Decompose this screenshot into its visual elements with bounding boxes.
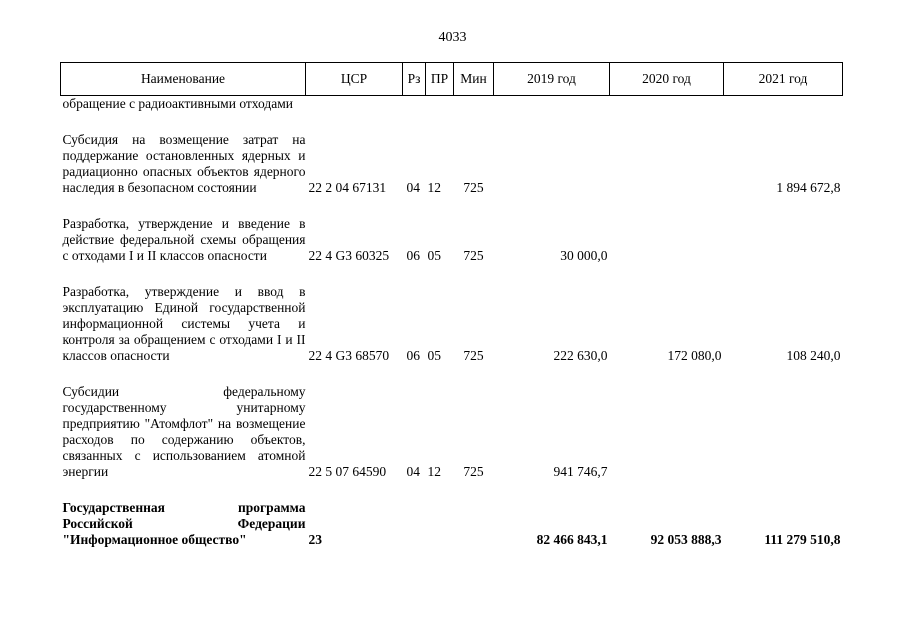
- row-2021: 111 279 510,8: [764, 532, 841, 547]
- row-rz: 04: [406, 464, 420, 479]
- row-2021: [724, 96, 843, 113]
- header-2020: 2020 год: [610, 63, 724, 96]
- row-csr: [306, 96, 403, 113]
- row-min: [454, 500, 494, 548]
- row-2021: 1 894 672,8: [776, 180, 841, 195]
- row-2019: 82 466 843,1: [536, 532, 608, 547]
- row-2020: [610, 384, 724, 480]
- row-name: Разработка, утверждение и ввод в эксплуатацию Единой государственной информационной системы учета и контроля за обращением с отходами I и II классов опасности: [62, 284, 306, 363]
- row-2020: 92 053 888,3: [650, 532, 722, 547]
- header-2019: 2019 год: [494, 63, 610, 96]
- row-name: Субсидия на возмещение затрат на поддержание остановленных ядерных и радиационно опасных объектов ядерного наследия в безопасном состоянии: [62, 132, 306, 195]
- row-csr: 22 5 07 64590: [308, 464, 387, 479]
- row-min: 725: [463, 464, 484, 479]
- row-2019: 941 746,7: [553, 464, 608, 479]
- row-rz: 06: [406, 248, 420, 263]
- row-2020: [610, 96, 724, 113]
- table-header-row: [61, 63, 843, 96]
- table-row: [61, 284, 843, 364]
- row-rz: 06: [406, 348, 420, 363]
- table-row: [61, 132, 843, 196]
- row-csr: 22 4 G3 60325: [308, 248, 390, 263]
- row-2019: 30 000,0: [560, 248, 608, 263]
- page-number: 4033: [438, 30, 467, 45]
- row-min: 725: [463, 348, 484, 363]
- row-2021: [724, 216, 843, 264]
- row-2020: 172 080,0: [667, 348, 722, 363]
- row-2021: [724, 384, 843, 480]
- table-row: [61, 216, 843, 264]
- row-rz: 04: [406, 180, 420, 195]
- row-pr: [426, 96, 454, 113]
- row-2019: 222 630,0: [553, 348, 608, 363]
- row-csr: 23: [308, 532, 322, 547]
- row-rz: [403, 96, 426, 113]
- row-name: Государственная программа Российской Федерации "Информационное общество": [62, 500, 306, 547]
- budget-table: [60, 62, 843, 548]
- row-pr: [426, 500, 454, 548]
- header-2021: 2021 год: [724, 63, 843, 96]
- row-name: Субсидии федеральному государственному унитарному предприятию "Атомфлот" на возмещение расходов по содержанию объектов, связанных с использованием атомной энергии: [62, 384, 306, 479]
- header-rz: Рз: [403, 63, 426, 96]
- table-row-program-total: [61, 500, 843, 548]
- row-pr: 05: [427, 248, 441, 263]
- row-2021: 108 240,0: [786, 348, 841, 363]
- row-2020: [610, 216, 724, 264]
- row-min: [454, 96, 494, 113]
- header-name: Наименование: [61, 63, 306, 96]
- table-row: [61, 96, 843, 113]
- row-rz: [403, 500, 426, 548]
- row-min: 725: [463, 180, 484, 195]
- row-2019: [494, 96, 610, 113]
- header-csr: ЦСР: [306, 63, 403, 96]
- row-pr: 05: [427, 348, 441, 363]
- row-name: Разработка, утверждение и введение в действие федеральной схемы обращения с отходами I и II классов опасности: [62, 216, 306, 263]
- row-pr: 12: [427, 464, 441, 479]
- header-pr: ПР: [426, 63, 454, 96]
- table-row: [61, 384, 843, 480]
- row-min: 725: [463, 248, 484, 263]
- row-csr: 22 2 04 67131: [308, 180, 387, 195]
- row-2019: [494, 132, 610, 196]
- row-csr: 22 4 G3 68570: [308, 348, 390, 363]
- row-name: обращение с радиоактивными отходами: [62, 96, 294, 111]
- row-2020: [610, 132, 724, 196]
- header-min: Мин: [454, 63, 494, 96]
- row-pr: 12: [427, 180, 441, 195]
